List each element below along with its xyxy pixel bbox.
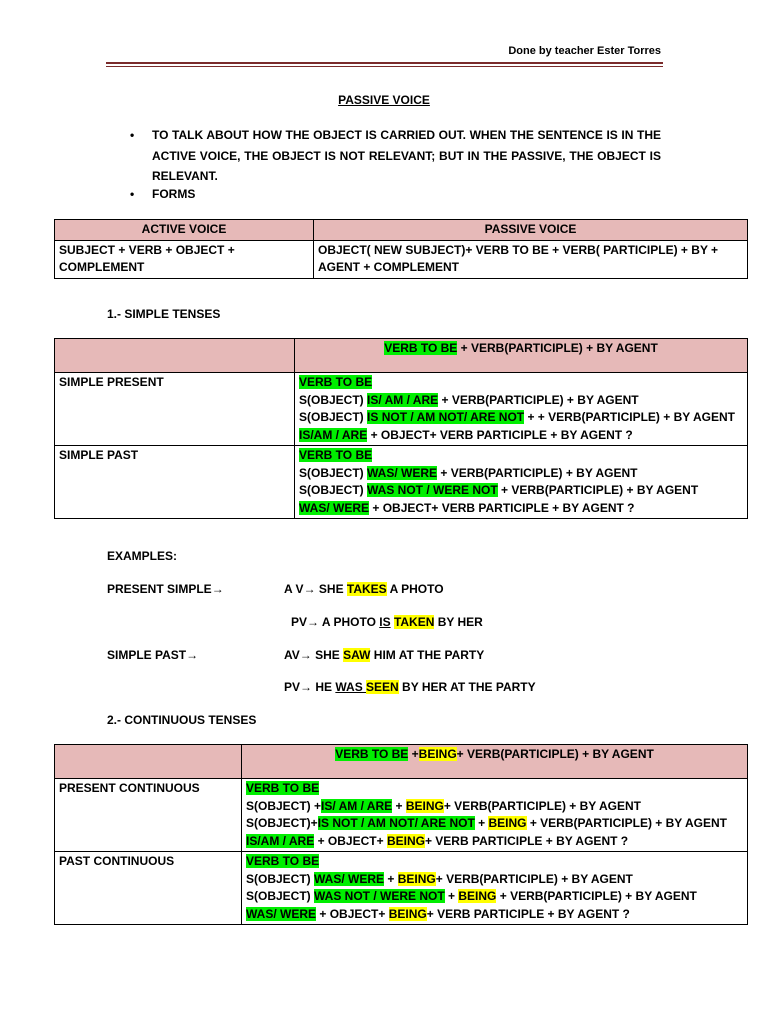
arrow-right-icon: → — [303, 582, 316, 596]
formula-cell: VERB TO BE +BEING+ VERB(PARTICIPLE) + BY AGENT — [242, 745, 748, 779]
table-row — [55, 373, 748, 446]
header-rule — [106, 62, 663, 64]
table-header-row — [55, 220, 748, 241]
table-header-cell — [55, 745, 242, 779]
table-header-cell — [55, 339, 295, 373]
forms-table — [54, 219, 748, 279]
arrow-right-icon: → — [186, 648, 199, 662]
tense-forms: VERB TO BE S(OBJECT) WAS/ WERE + BEING+ VERB(PARTICIPLE) + BY AGENT S(OBJECT) WAS NOT / WERE NOT + BEING + VERB(PARTICIPLE) + BY AGENT WAS/ WERE + OBJECT+ BEING+ VERB PARTICIPLE + BY AGENT ? — [242, 852, 748, 925]
table-header-row — [55, 339, 748, 373]
bullet-dot-icon: • — [130, 187, 135, 201]
bullet-dot-icon: • — [130, 128, 135, 142]
arrow-right-icon: → — [307, 615, 320, 629]
bullet-1: • TO TALK ABOUT HOW THE OBJECT IS CARRIED OUT. WHEN THE SENTENCE IS IN THE ACTIVE VOICE, THE OBJECT IS NOT RELEVANT; BUT IN THE PASSIVE, THE OBJECT IS RELEVANT. — [152, 125, 661, 187]
example-past-label: SIMPLE PAST→ — [107, 648, 199, 662]
example-2-active: AV→ SHE SAW HIM AT THE PARTY — [284, 648, 485, 662]
table-row — [55, 240, 748, 278]
tense-label: PAST CONTINUOUS — [55, 852, 242, 925]
table-row — [55, 779, 748, 852]
tense-forms: VERB TO BE S(OBJECT) IS/ AM / ARE + VERB(PARTICIPLE) + BY AGENT S(OBJECT) IS NOT / AM NOT/ ARE NOT + + VERB(PARTICIPLE) + BY AGENT IS/AM / ARE + OBJECT+ VERB PARTICIPLE + BY AGENT ? — [295, 373, 748, 446]
bullet-2: • FORMS — [130, 187, 196, 201]
table-cell: OBJECT( NEW SUBJECT)+ VERB TO BE + VERB( PARTICIPLE) + BY + AGENT + COMPLEMENT — [314, 240, 748, 278]
table-row — [55, 852, 748, 925]
tense-label: PRESENT CONTINUOUS — [55, 779, 242, 852]
table-header-cell: PASSIVE VOICE — [314, 220, 748, 241]
section2-title: 2.- CONTINUOUS TENSES — [107, 713, 257, 727]
arrow-right-icon: → — [300, 680, 313, 694]
section1-title: 1.- SIMPLE TENSES — [107, 307, 221, 321]
table-header-row — [55, 745, 748, 779]
example-1-passive: PV→ A PHOTO IS TAKEN BY HER — [291, 615, 483, 629]
arrow-right-icon: → — [211, 582, 224, 596]
page-title: PASSIVE VOICE — [338, 93, 430, 107]
example-present-label: PRESENT SIMPLE→ — [107, 582, 224, 596]
examples-heading: EXAMPLES: — [107, 549, 178, 563]
table-header-cell: ACTIVE VOICE — [55, 220, 314, 241]
tense-label: SIMPLE PAST — [55, 446, 295, 519]
arrow-right-icon: → — [299, 648, 312, 662]
formula-cell: VERB TO BE + VERB(PARTICIPLE) + BY AGENT — [295, 339, 748, 373]
example-1-active: A V→ SHE TAKES A PHOTO — [284, 582, 444, 596]
table-row — [55, 446, 748, 519]
table-cell: SUBJECT + VERB + OBJECT + COMPLEMENT — [55, 240, 314, 278]
simple-tenses-table — [54, 338, 748, 519]
tense-forms: VERB TO BE S(OBJECT) WAS/ WERE + VERB(PARTICIPLE) + BY AGENT S(OBJECT) WAS NOT / WERE NOT + VERB(PARTICIPLE) + BY AGENT WAS/ WERE + OBJECT+ VERB PARTICIPLE + BY AGENT ? — [295, 446, 748, 519]
header-rule-thin — [106, 66, 663, 67]
tense-forms: VERB TO BE S(OBJECT) +IS/ AM / ARE + BEING+ VERB(PARTICIPLE) + BY AGENT S(OBJECT)+IS NOT / AM NOT/ ARE NOT + BEING + VERB(PARTICIPLE) + BY AGENT IS/AM / ARE + OBJECT+ BEING+ VERB PARTICIPLE + BY AGENT ? — [242, 779, 748, 852]
tense-label: SIMPLE PRESENT — [55, 373, 295, 446]
continuous-tenses-table — [54, 744, 748, 925]
header-author: Done by teacher Ester Torres — [508, 45, 661, 57]
example-2-passive: PV→ HE WAS SEEN BY HER AT THE PARTY — [284, 680, 536, 694]
